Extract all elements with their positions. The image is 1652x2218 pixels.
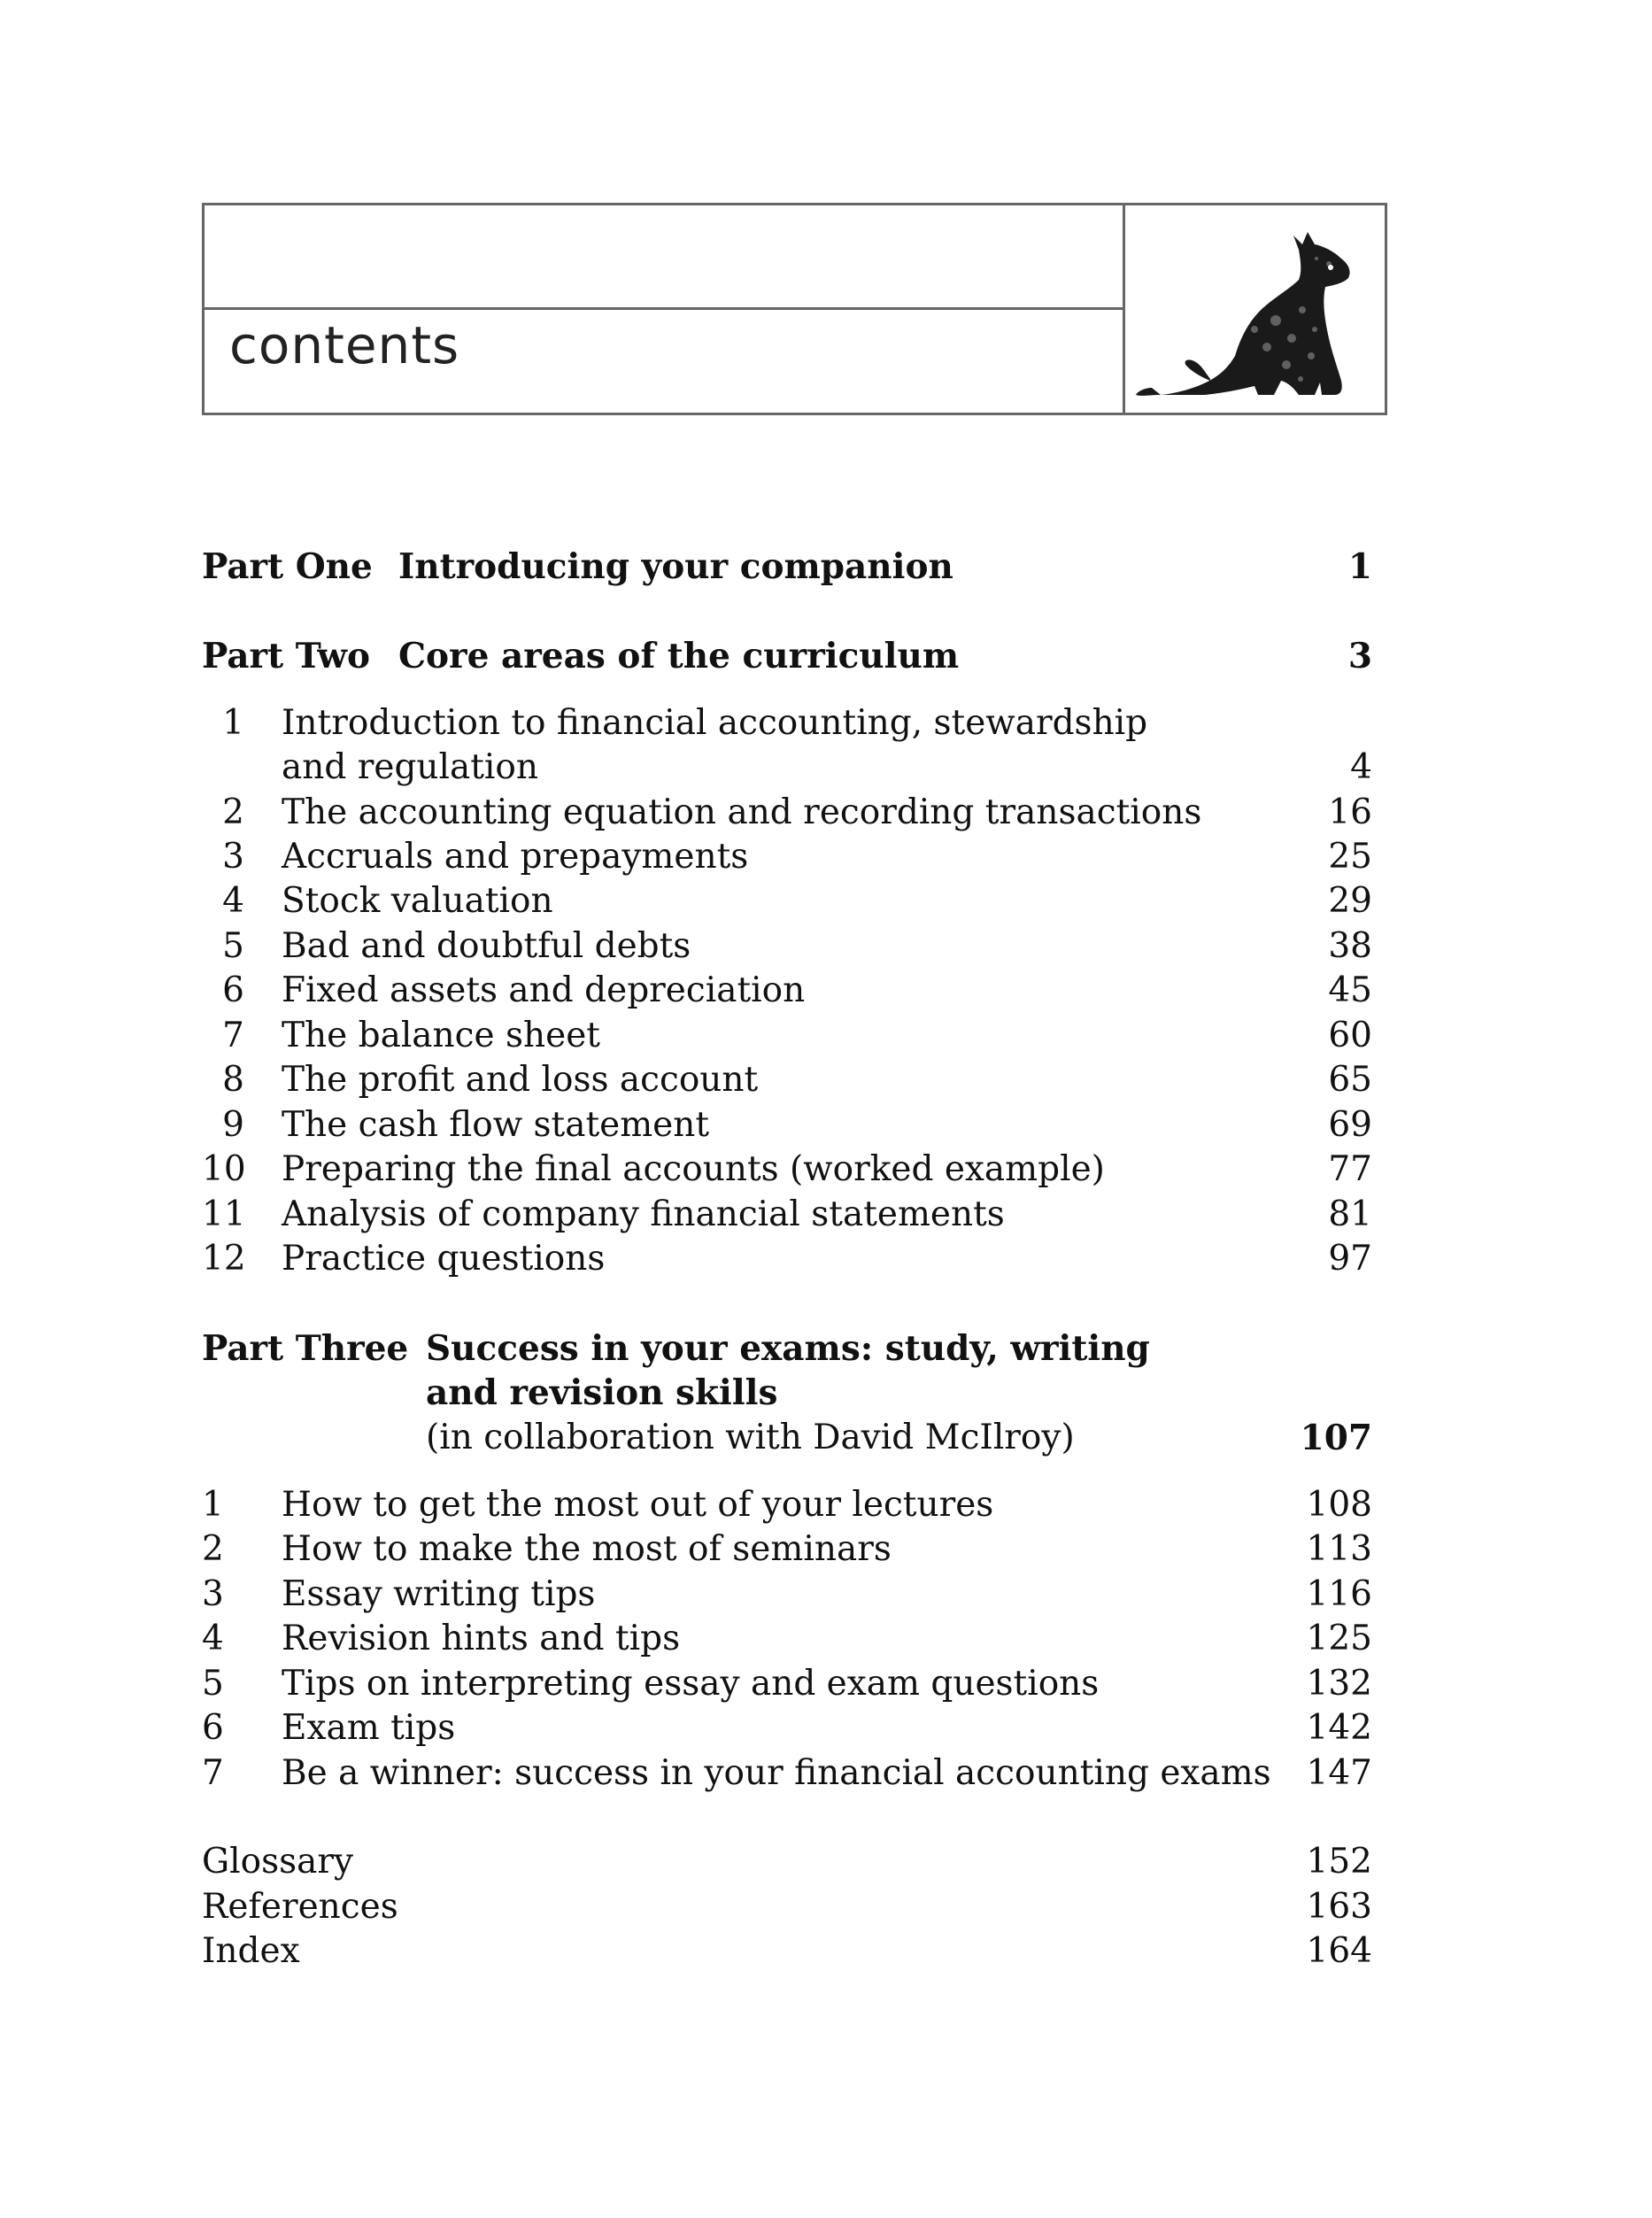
chapter-title: and regulation	[282, 747, 539, 787]
chapter-title: Accruals and prepayments	[282, 837, 749, 877]
chapter-number: 11	[202, 1194, 246, 1234]
page-number: 107	[1300, 1418, 1372, 1458]
contents-header	[202, 203, 1387, 415]
page-number: 147	[1306, 1753, 1372, 1793]
chapter-number: 6	[222, 970, 244, 1010]
page-number: 81	[1328, 1194, 1372, 1234]
page-number: 152	[1306, 1842, 1372, 1882]
page-number: 69	[1328, 1105, 1372, 1145]
chapter-number: 5	[222, 926, 244, 966]
chapter-title: Bad and doubtful debts	[282, 926, 691, 966]
page-number: 163	[1306, 1887, 1372, 1927]
chapter-number: 1	[222, 703, 244, 743]
part-label: Part Three	[202, 1328, 409, 1369]
chapter-title: The accounting equation and recording transactions	[282, 792, 1202, 832]
page-number: 29	[1328, 881, 1372, 921]
part-title: and revision skills	[426, 1372, 778, 1413]
chapter-number: 7	[202, 1753, 224, 1793]
page-number: 116	[1306, 1574, 1372, 1614]
chapter-title: Essay writing tips	[282, 1574, 596, 1614]
chapter-number: 9	[222, 1105, 244, 1145]
page-number: 142	[1306, 1708, 1372, 1748]
chapter-number: 5	[202, 1664, 224, 1704]
chapter-title: The profit and loss account	[282, 1060, 759, 1100]
part-title: Success in your exams: study, writing	[426, 1328, 1150, 1369]
chapter-number: 2	[202, 1529, 224, 1569]
page-number: 60	[1328, 1016, 1372, 1055]
chapter-number: 12	[202, 1239, 246, 1279]
part-label: Part Two	[202, 636, 371, 676]
page-number: 16	[1328, 792, 1372, 832]
chapter-title: Preparing the final accounts (worked example)	[282, 1149, 1105, 1189]
chapter-number: 6	[202, 1708, 224, 1748]
part-subtitle: (in collaboration with David McIlroy)	[426, 1418, 1075, 1457]
chapter-number: 1	[202, 1485, 224, 1525]
page-number: 38	[1328, 926, 1372, 966]
chapter-number: 7	[222, 1016, 244, 1055]
part-title: Core areas of the curriculum	[398, 636, 960, 676]
chapter-title: Revision hints and tips	[282, 1619, 681, 1658]
page-number: 4	[1350, 747, 1372, 787]
chapter-number: 10	[202, 1149, 246, 1189]
chapter-title: Introduction to financial accounting, stewardship	[282, 703, 1148, 743]
part-label: Part One	[202, 546, 373, 587]
chapter-number: 2	[222, 792, 244, 832]
chapter-number: 4	[202, 1619, 224, 1658]
page-number: 45	[1328, 970, 1372, 1010]
chapter-title: How to make the most of seminars	[282, 1529, 892, 1569]
chapter-title: How to get the most out of your lectures	[282, 1485, 994, 1525]
page-number: 65	[1328, 1060, 1372, 1100]
chapter-number: 3	[222, 837, 244, 877]
page-number: 132	[1306, 1664, 1372, 1704]
chapter-title: Tips on interpreting essay and exam questions	[282, 1664, 1100, 1704]
scottie-dog-icon	[1125, 205, 1385, 413]
page-number: 1	[1347, 546, 1372, 587]
back-matter-title: Glossary	[202, 1842, 354, 1882]
chapter-title: Analysis of company financial statements	[282, 1194, 1005, 1234]
header-divider	[205, 307, 1123, 310]
page-number: 3	[1347, 636, 1372, 676]
chapter-title: Be a winner: success in your financial accounting exams	[282, 1753, 1271, 1793]
page-number: 77	[1328, 1149, 1372, 1189]
chapter-title: Fixed assets and depreciation	[282, 970, 806, 1010]
page-number: 125	[1306, 1619, 1372, 1658]
back-matter-title: References	[202, 1887, 398, 1927]
chapter-title: Exam tips	[282, 1708, 456, 1748]
page-number: 113	[1306, 1529, 1372, 1569]
page-number: 164	[1306, 1931, 1372, 1971]
header-title-panel	[205, 205, 1125, 413]
chapter-title: The balance sheet	[282, 1016, 600, 1055]
part-title: Introducing your companion	[398, 546, 953, 587]
chapter-number: 4	[222, 881, 244, 921]
chapter-number: 3	[202, 1574, 224, 1614]
page-number: 25	[1328, 837, 1372, 877]
chapter-title: Practice questions	[282, 1239, 606, 1279]
page-number: 97	[1328, 1239, 1372, 1279]
page-number: 108	[1306, 1485, 1372, 1525]
back-matter-title: Index	[202, 1931, 300, 1971]
chapter-title: The cash flow statement	[282, 1105, 710, 1145]
chapter-title: Stock valuation	[282, 881, 553, 921]
chapter-number: 8	[222, 1060, 244, 1100]
page-title: contents	[229, 315, 460, 375]
